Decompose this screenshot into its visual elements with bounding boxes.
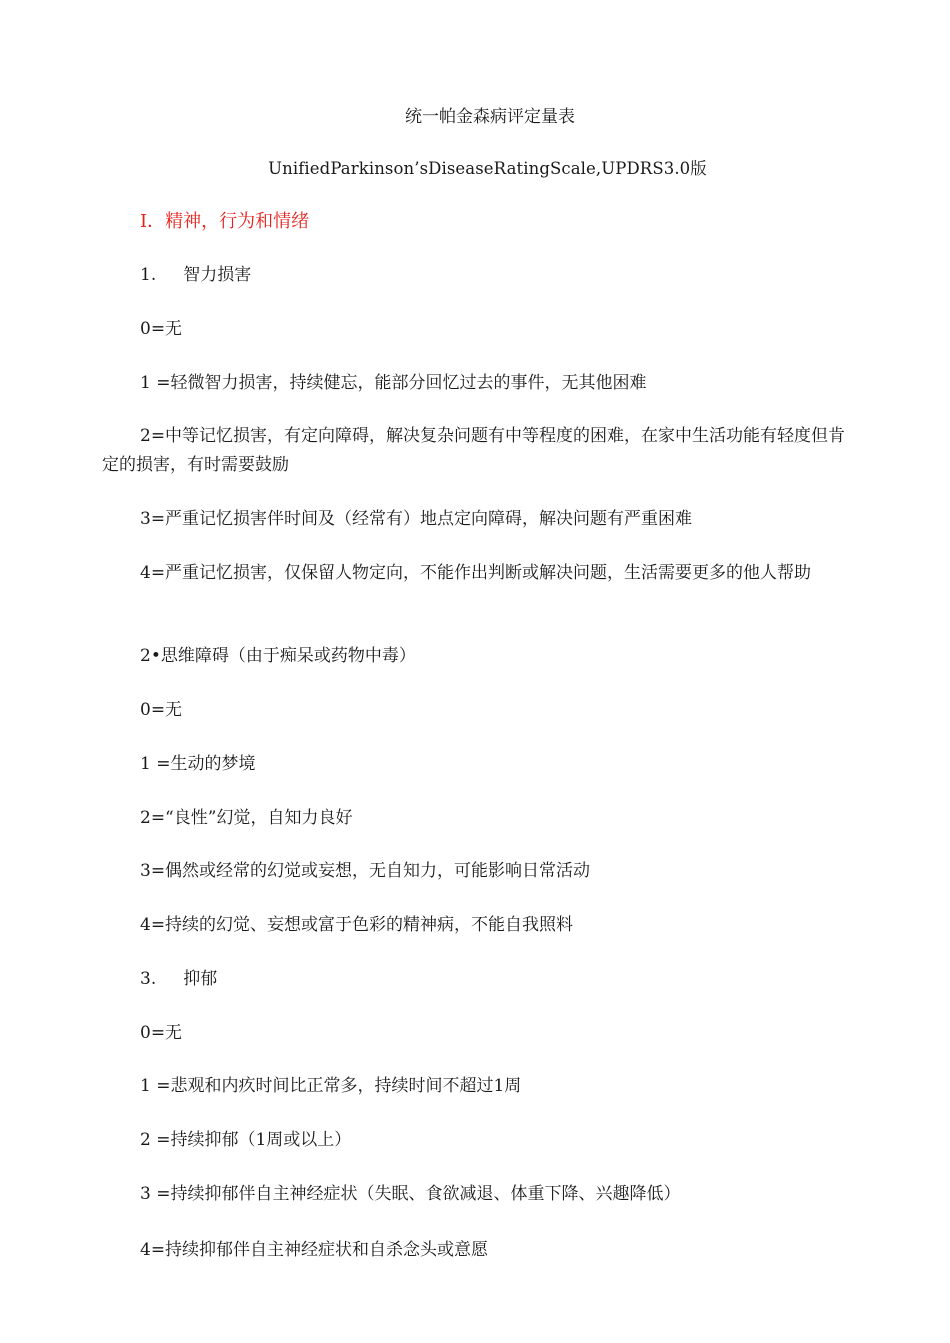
option-text: 4=严重记忆损害，仅保留人物定向，不能作出判断或解决问题，生活需要更多的他人帮助 bbox=[140, 563, 812, 583]
option-text: 1 =生动的梦境 bbox=[140, 754, 256, 774]
item-heading: 3. 抑郁 bbox=[140, 969, 218, 989]
option-text: 1 =轻微智力损害，持续健忘，能部分回忆过去的事件，无其他困难 bbox=[140, 373, 647, 393]
option-text: 0=无 bbox=[140, 319, 183, 339]
page-title: 统一帕金森病评定量表 bbox=[405, 107, 575, 127]
section-heading: I．精神，行为和情绪 bbox=[140, 211, 310, 232]
option-text: 0=无 bbox=[140, 700, 183, 720]
option-text: 2=“良性”幻觉，自知力良好 bbox=[140, 808, 353, 828]
option-text: 3=偶然或经常的幻觉或妄想，无自知力，可能影响日常活动 bbox=[140, 861, 591, 881]
option-text: 2 =持续抑郁（1周或以上） bbox=[140, 1130, 352, 1150]
option-text: 3 =持续抑郁伴自主神经症状（失眠、食欲减退、体重下降、兴趣降低） bbox=[140, 1184, 681, 1204]
option-text: 0=无 bbox=[140, 1023, 183, 1043]
option-text: 1 =悲观和内疚时间比正常多，持续时间不超过1周 bbox=[140, 1076, 522, 1096]
option-text: 4=持续抑郁伴自主神经症状和自杀念头或意愿 bbox=[140, 1240, 489, 1260]
item-heading: 2•思维障碍（由于痴呆或药物中毒） bbox=[140, 646, 416, 666]
page-subtitle: UnifiedParkinson’sDiseaseRatingScale,UPDRS3.0版 bbox=[268, 159, 707, 178]
option-text: 2=中等记忆损害，有定向障碍，解决复杂问题有中等程度的困难，在家中生活功能有轻度但肯定的损害，有时需要鼓励 bbox=[102, 426, 846, 475]
item-heading: 1. 智力损害 bbox=[140, 265, 252, 285]
option-text: 3=严重记忆损害伴时间及（经常有）地点定向障碍，解决问题有严重困难 bbox=[140, 509, 693, 529]
option-text: 4=持续的幻觉、妄想或富于色彩的精神病，不能自我照料 bbox=[140, 915, 574, 935]
